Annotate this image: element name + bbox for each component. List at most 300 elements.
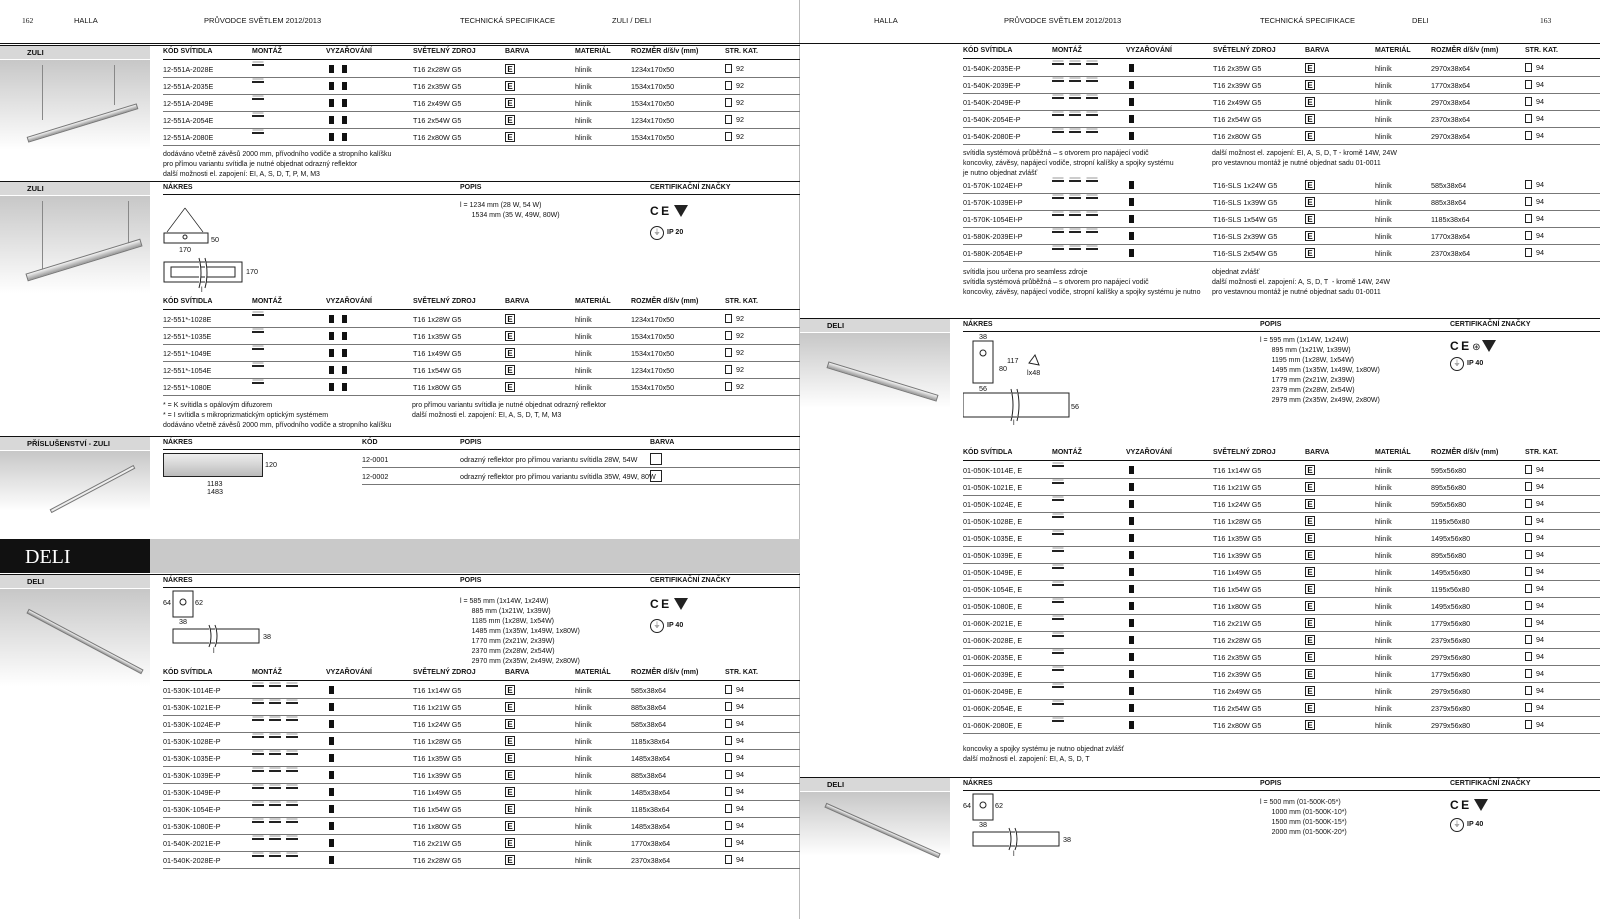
cell-code: 01-050K-1035E, E [963,534,1023,543]
product-image [800,333,950,433]
cell-source: T16 1x54W G5 [1213,585,1262,594]
radiation-icon [1129,115,1142,125]
cell-code: 12-551*-1035E [163,332,212,341]
cell-source: T16 1x80W G5 [413,822,462,831]
section-label: DELI [800,319,950,332]
cell-code: 12-551*-1049E [163,349,212,358]
cell-code: 01-060K-2054E, E [963,704,1023,713]
cell-material: hliník [575,720,592,729]
radiation-icon [1129,636,1142,646]
page-number: 162 [22,16,34,25]
cell-material: hliník [575,771,592,780]
section-deli-continued [800,45,1600,317]
cell-code: 01-060K-2039E, E [963,670,1023,679]
mount-icon [1052,601,1069,611]
cell-source: T16 2x80W G5 [413,133,462,142]
section-note-2: pro přímou variantu svítidla je nutné objednat odrazný reflektor další možnosti el. zapojení: EI, A, S, D, T, M, M3 [412,402,607,419]
cell-dimension: 1534x170x50 [631,383,675,392]
cell-catalog-page: 94 [1536,231,1544,240]
cell-code: 12-551A-2028E [163,65,214,74]
page-ref-icon [1525,248,1532,257]
cell-material: hliník [1375,602,1392,611]
table-row [163,129,800,146]
page-header [800,0,1600,44]
technical-drawing: 64 62 38 38 l [963,792,1073,865]
col-cert: CERTIFIKAČNÍ ZNAČKY [650,184,731,191]
radiation-icon [1129,602,1142,612]
color-e-icon: E [1305,584,1315,594]
cell-material: hliník [1375,670,1392,679]
color-e-icon: E [1305,635,1315,645]
cell-code: 01-060K-2021E, E [963,619,1023,628]
radiation-icon [1129,132,1142,142]
radiation-icon [329,383,355,393]
ce-mark-icon: C E [650,597,670,611]
page-ref-icon [1525,63,1532,72]
table-row [963,211,1600,228]
table-row [163,716,800,733]
table-row [963,666,1600,683]
color-e-icon: E [1305,533,1315,543]
mount-icon [252,132,269,142]
table-row [963,564,1600,581]
page-ref-icon [1525,131,1532,140]
mount-icon [1052,720,1069,730]
radiation-icon [1129,534,1142,544]
cell-source: T16 1x14W G5 [413,686,462,695]
cell-dimension: 1495x56x80 [1431,568,1471,577]
table-row [963,649,1600,666]
cell-catalog-page: 94 [1536,686,1544,695]
table-row [163,767,800,784]
color-e-icon: E [505,81,515,91]
header-halla: HALLA [74,16,98,25]
mount-icon [1052,652,1069,662]
table-row [163,733,800,750]
technical-drawing: 64 62 38 38 l [163,589,273,662]
col-color: BARVA [1305,449,1330,456]
cell-source: T16 1x54W G5 [413,805,462,814]
radiation-icon [329,788,342,798]
product-image [0,60,150,180]
col-desc: POPIS [460,439,482,446]
cell-source: T16 2x54W G5 [413,116,462,125]
col-desc: POPIS [1260,780,1282,787]
mount-icon [252,382,269,392]
table-row [163,852,800,869]
page-ref-icon [725,821,732,830]
color-e-icon: E [1305,180,1315,190]
page-ref-icon [725,736,732,745]
table-row [163,362,800,379]
col-cat: STR. KAT. [725,298,758,305]
cell-dimension: 1234x170x50 [631,366,675,375]
col-cert: CERTIFIKAČNÍ ZNAČKY [1450,780,1531,787]
table-row [963,479,1600,496]
cell-source: T16 1x35W G5 [1213,534,1262,543]
cell-source: T16 1x24W G5 [1213,500,1262,509]
col-code: KÓD SVÍTIDLA [163,298,213,305]
ip-rating: ⏚ IP 40 [1450,818,1483,832]
cell-dimension: 1495x56x80 [1431,534,1471,543]
cell-source: T16 1x80W G5 [413,383,462,392]
section-note: svítidla systémová průběžná – s otvorem pro napájecí vodič koncovky, závěsy, napájecí vodiče, stropní kalíšky a spojky systému je nutno objednat zvlášť [963,150,1174,177]
cell-source: T16 2x28W G5 [413,65,462,74]
cell-dimension: 1185x38x64 [631,805,670,814]
page-ref-icon [1525,499,1532,508]
mount-icon [1052,114,1103,124]
color-e-icon: E [505,821,515,831]
page-ref-icon [725,685,732,694]
table-row [163,379,800,396]
cell-dimension: 585x38x64 [631,720,667,729]
page-ref-icon [1525,703,1532,712]
table-row [163,801,800,818]
col-src: SVĚTELNÝ ZDROJ [1213,47,1276,54]
cell-source: T16 2x80W G5 [1213,132,1262,141]
cell-catalog-page: 94 [1536,97,1544,106]
cell-source: T16 2x35W G5 [1213,64,1262,73]
section-note: * = K svítidla s opálovým difuzorem * = I svítidla s mikroprizmatickým optickým systémem dodáváno včetně závěsů 2000 mm, přívodního vodiče a stropního kalíšku [163,402,392,429]
color-e-icon: E [1305,231,1315,241]
page-ref-icon [1525,180,1532,189]
cell-code: 12-0002 [362,472,389,481]
description: l = 585 mm (1x14W, 1x24W) 885 mm (1x21W, 1x39W) 1185 mm (1x28W, 1x54W) 1485 mm (1x35W, 1x49W, 1x80W) 1770 mm (2x21W, 2x39W) 2370 mm (2x28W, 2x54W) 2970 mm (2x35W, 2x49W, 2x80W) [460,598,580,665]
color-e-icon: E [1305,720,1315,730]
cell-catalog-page: 94 [1536,114,1544,123]
page-ref-icon [1525,197,1532,206]
ce-mark-icon: C E [1450,339,1470,353]
cell-dimension: 1485x38x64 [631,754,671,763]
cell-code: 01-540K-2054E-P [963,115,1021,124]
radiation-icon [329,65,355,75]
radiation-icon [1129,568,1142,578]
col-mat: MATERIÁL [575,298,611,305]
cell-material: hliník [575,737,592,746]
cell-dimension: 1779x56x80 [1431,670,1471,679]
mount-icon [1052,214,1103,224]
col-code: KÓD SVÍTIDLA [963,47,1013,54]
mount-icon [252,736,303,746]
color-e-icon: E [1305,567,1315,577]
ip-rating: ⏚ IP 40 [650,619,683,633]
f-mark-icon [674,598,688,610]
cell-dimension: 1485x38x64 [631,822,671,831]
cell-catalog-page: 94 [1536,533,1544,542]
page-ref-icon [1525,97,1532,106]
cell-code: 12-551A-2035E [163,82,214,91]
cell-material: hliník [575,133,592,142]
table-row [963,111,1600,128]
f-mark-icon [1482,340,1496,352]
mount-icon [252,685,303,695]
radiation-icon [1129,500,1142,510]
cell-material: hliník [575,116,592,125]
cell-source: T16 1x28W G5 [413,737,462,746]
cell-dimension: 895x56x80 [1431,551,1467,560]
page-ref-icon [725,702,732,711]
cell-catalog-page: 94 [1536,131,1544,140]
cell-dimension: 1195x56x80 [1431,585,1470,594]
section-label: ZULI [0,46,150,59]
description: l = 595 mm (1x14W, 1x24W) 895 mm (1x21W, 1x39W) 1195 mm (1x28W, 1x54W) 1495 mm (1x35W, 1x49W, 1x80W) 1779 mm (2x21W, 2x39W) 2379 mm (2x28W, 2x54W) 2979 mm (2x35W, 2x49W, 2x80W) [1260,337,1380,404]
section-label: DELI [0,575,150,588]
cell-source: T16 2x54W G5 [1213,704,1262,713]
cell-catalog-page: 94 [736,787,744,796]
cell-code: 01-050K-1028E, E [963,517,1023,526]
col-mat: MATERIÁL [1375,449,1411,456]
cell-material: hliník [575,99,592,108]
cell-source: T16 1x21W G5 [1213,483,1262,492]
table-row [963,683,1600,700]
f-mark-icon [674,205,688,217]
color-e-icon: E [505,702,515,712]
mount-icon [1052,550,1069,560]
table-row [963,94,1600,111]
radiation-icon [1129,466,1142,476]
section-zuli-1 [0,45,800,180]
mount-icon [1052,618,1069,628]
col-draw: NÁKRES [963,780,993,787]
mount-icon [252,719,303,729]
cell-catalog-page: 94 [1536,63,1544,72]
technical-drawing: 120 1183 1483 [163,453,263,477]
page-ref-icon [725,81,732,90]
color-e-icon: E [1305,214,1315,224]
section-note-3: svítidla jsou určena pro seamless zdroje svítidla systémová průběžná – s otvorem pro napájecí vodič koncovky, závěsy, napájecí vodiče, stropní kalíšky a spojky systému je nutno [963,269,1201,296]
ground-icon: ⏚ [1450,357,1464,371]
page-ref-icon [1525,686,1532,695]
radiation-icon [329,366,355,376]
radiation-icon [1129,181,1142,191]
page-right [800,0,1600,919]
cell-material: hliník [575,754,592,763]
cell-code: 01-050K-1024E, E [963,500,1023,509]
col-dim: ROZMĚR d/š/v (mm) [631,298,699,305]
color-e-icon: E [1305,618,1315,628]
cell-dimension: 885x38x64 [1431,198,1467,207]
header-guide: PRŮVODCE SVĚTLEM 2012/2013 [204,16,322,25]
color-e-icon: E [505,838,515,848]
ip-rating: ⏚ IP 20 [650,226,683,240]
table-row [963,128,1600,145]
mount-icon [252,348,269,358]
cell-catalog-page: 94 [1536,180,1544,189]
page-ref-icon [725,98,732,107]
ground-icon: ⏚ [650,226,664,240]
radiation-icon [1129,232,1142,242]
cell-source: T16 1x35W G5 [413,332,462,341]
cell-source: T16 2x39W G5 [1213,670,1262,679]
ce-mark-icon: C E [650,204,670,218]
radiation-icon [1129,64,1142,74]
section-note: dodáváno včetně závěsů 2000 mm, přívodního vodiče a stropního kalíšku pro přímou variantu svítidla je nutné objednat odrazný reflektor další možnosti el. zapojení: EI, A, S, D, T, P, M, M3 [163,151,392,178]
col-color: BARVA [505,48,530,55]
cert-marks [650,597,688,611]
cell-catalog-page: 94 [1536,584,1544,593]
mount-icon [1052,482,1069,492]
cell-catalog-page: 94 [736,770,744,779]
cell-catalog-page: 92 [736,132,744,141]
cell-dimension: 1770x38x64 [631,839,671,848]
cell-dimension: 1234x170x50 [631,65,675,74]
cell-catalog-page: 94 [736,821,744,830]
col-color: BARVA [505,669,530,676]
cell-material: hliník [1375,466,1392,475]
cell-material: hliník [575,856,592,865]
color-e-icon: E [1305,669,1315,679]
cell-source: T16 2x49W G5 [1213,687,1262,696]
cell-catalog-page: 94 [1536,550,1544,559]
col-kod: KÓD [362,439,378,446]
cell-dimension: 2370x38x64 [1431,249,1471,258]
cell-code: 01-050K-1021E, E [963,483,1023,492]
mount-icon [252,81,269,91]
cell-dimension: 585x38x64 [631,686,667,695]
page-ref-icon [1525,567,1532,576]
ground-icon: ⏚ [1450,818,1464,832]
section-label: PŘÍSLUŠENSTVÍ - ZULI [0,437,150,450]
radiation-icon [329,839,342,849]
cell-material: hliník [1375,215,1392,224]
cell-material: hliník [575,839,592,848]
table-row [163,112,800,129]
page-header [0,0,800,44]
cell-source: T16 1x39W G5 [1213,551,1262,560]
section-zuli-2 [0,181,800,435]
cell-dimension: 2979x56x80 [1431,687,1471,696]
cell-material: hliník [1375,568,1392,577]
radiation-icon [1129,198,1142,208]
table-row [963,496,1600,513]
cell-material: hliník [1375,81,1392,90]
cell-material: hliník [1375,249,1392,258]
cell-dimension: 2970x38x64 [1431,64,1471,73]
table-row [963,530,1600,547]
radiation-icon [1129,249,1142,259]
cell-material: hliník [575,822,592,831]
page-ref-icon [1525,635,1532,644]
radiation-icon [1129,670,1142,680]
page-ref-icon [1525,231,1532,240]
cell-catalog-page: 94 [736,719,744,728]
cell-source: T16 1x21W G5 [413,703,462,712]
technical-drawing: 170 50 170 l [163,200,253,303]
radiation-icon [329,99,355,109]
cell-dimension: 895x56x80 [1431,483,1467,492]
cell-code: 01-050K-1014E, E [963,466,1023,475]
color-e-icon: E [1305,80,1315,90]
table-row [163,345,800,362]
section-deli-2 [800,318,1600,778]
cell-dimension: 885x38x64 [631,703,667,712]
cell-source: T16 1x54W G5 [413,366,462,375]
cell-dimension: 2979x56x80 [1431,653,1471,662]
cell-source: T16 1x28W G5 [413,315,462,324]
table-row [163,95,800,112]
cell-dimension: 1485x38x64 [631,788,671,797]
page-ref-icon [725,365,732,374]
color-e-icon: E [1305,248,1315,258]
table-row [963,513,1600,530]
radiation-icon [329,703,342,713]
cell-material: hliník [575,349,592,358]
cell-material: hliník [575,703,592,712]
cell-dimension: 885x38x64 [631,771,667,780]
cell-source: T16 1x28W G5 [1213,517,1262,526]
radiation-icon [329,737,342,747]
cell-dimension: 2379x56x80 [1431,636,1471,645]
cell-dimension: 1195x56x80 [1431,517,1470,526]
color-e-icon: E [505,314,515,324]
mount-icon [252,365,269,375]
col-cat: STR. KAT. [1525,47,1558,54]
color-e-icon: E [505,736,515,746]
color-e-icon: E [505,348,515,358]
color-e-icon: E [505,719,515,729]
col-rad: VYZAŘOVÁNÍ [1126,47,1172,54]
cell-material: hliník [575,332,592,341]
cell-source: T16 1x49W G5 [413,349,462,358]
cell-code: 01-540K-2049E-P [963,98,1021,107]
cell-source: T16-SLS 1x39W G5 [1213,198,1278,207]
cell-material: hliník [575,686,592,695]
table-row [963,717,1600,734]
radiation-icon [1129,483,1142,493]
cell-material: hliník [1375,517,1392,526]
cell-code: 12-551A-2080E [163,133,214,142]
page-ref-icon [1525,720,1532,729]
cell-source: T16 2x21W G5 [413,839,462,848]
header-tech: TECHNICKÁ SPECIFIKACE [1260,16,1356,25]
radiation-icon [329,315,355,325]
page-ref-icon [1525,652,1532,661]
cell-source: T16 1x35W G5 [413,754,462,763]
cell-code: 12-551*-1028E [163,315,212,324]
col-src: SVĚTELNÝ ZDROJ [413,298,476,305]
mount-icon [1052,533,1069,543]
radiation-icon [329,133,355,143]
cell-catalog-page: 94 [1536,499,1544,508]
cell-catalog-page: 94 [1536,465,1544,474]
color-e-icon: E [505,365,515,375]
section-deli-1 [0,574,800,874]
mount-icon [252,702,303,712]
f-mark-icon [1474,799,1488,811]
cell-material: hliník [1375,132,1392,141]
table-row [963,700,1600,717]
cell-code: 01-060K-2049E, E [963,687,1023,696]
radiation-icon [329,349,355,359]
cell-source: T16 2x35W G5 [1213,653,1262,662]
cell-dimension: 585x38x64 [1431,181,1467,190]
page-ref-icon [725,855,732,864]
table-row [362,451,800,468]
table-row [963,177,1600,194]
cert-marks [650,204,688,218]
cell-dimension: 2370x38x64 [1431,115,1471,124]
header-tech: TECHNICKÁ SPECIFIKACE [460,16,556,25]
cell-catalog-page: 94 [736,736,744,745]
mount-icon [1052,584,1069,594]
page-ref-icon [1525,669,1532,678]
section-note: koncovky a spojky systému je nutno objednat zvlášť další možnosti el. zapojení: EI, A, S, D, T [963,746,1124,763]
cell-code: 12-551*-1054E [163,366,212,375]
col-cat: STR. KAT. [725,669,758,676]
cell-material: hliník [575,315,592,324]
radiation-icon [329,805,342,815]
radiation-icon [1129,653,1142,663]
